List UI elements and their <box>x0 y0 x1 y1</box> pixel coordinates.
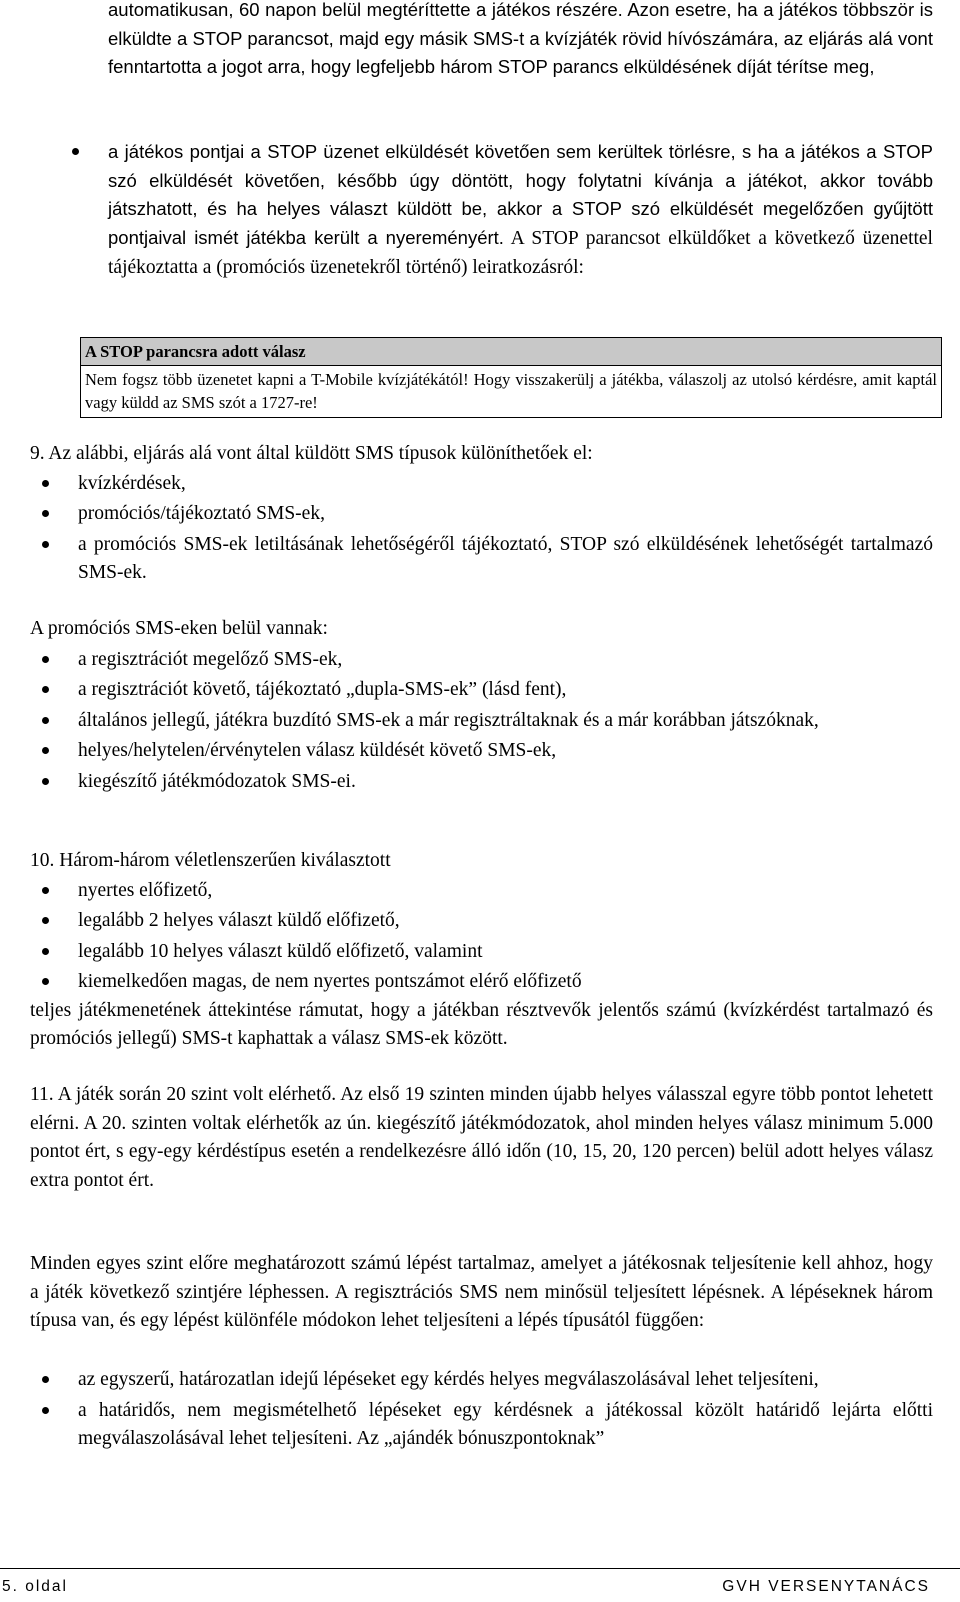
list-item: általános jellegű, játékra buzdító SMS-ek a már regisztráltaknak és a már korábban játszóknak, <box>30 707 933 736</box>
section-10-list <box>30 877 933 997</box>
footer-organization: GVH VERSENYTANÁCS <box>722 1578 930 1595</box>
list-item: a promóciós SMS-ek letiltásának lehetőségéről tájékoztató, STOP szó elküldésének lehetőségét tartalmazó SMS-ek. <box>30 531 933 588</box>
list-item: kiemelkedően magas, de nem nyertes pontszámot elérő előfizető <box>30 968 933 997</box>
section-9-heading: 9. Az alábbi, eljárás alá vont által küldött SMS típusok különíthetőek el: <box>30 443 593 464</box>
promo-heading: A promóciós SMS-eken belül vannak: <box>30 618 328 639</box>
section-10-heading: 10. Három-három véletlenszerűen kiválasztott <box>30 850 391 871</box>
list-item: helyes/helytelen/érvénytelen válasz küldését követő SMS-ek, <box>30 737 933 766</box>
stop-box-header: A STOP parancsra adott válasz <box>81 338 941 366</box>
section-10-tail: teljes játékmenetének áttekintése rámutat, hogy a játékban résztvevők jelentős számú (kvízkérdést tartalmazó és promóciós jellegű) SMS-t kaphattak a válasz SMS-ek között. <box>30 999 933 1049</box>
section-9 <box>30 440 933 588</box>
promo-list <box>30 646 933 797</box>
section-11-para-1: 11. A játék során 20 szint volt elérhető. Az első 19 szinten minden újabb helyes válasszal egyre több pontot lehetett elérni. A 20. szinten voltak elérhetők az ún. kiegészítő játékmódozatok, ahol minden helyes válasz minimum 5.000 pontot ért, s egy-egy kérdéstípus esetén a rendelkezésre álló időn (10, 15, 20, 120 percen) belül adott helyes válasz extra pontot ért. <box>30 1084 933 1191</box>
intro-paragraph: automatikusan, 60 napon belül megtéríttette a játékos részére. Azon esetre, ha a játékos többször is elküldte a STOP parancsot, majd egy másik SMS-t a kvízjáték rövid hívószámára, az eljárás alá vont fenntartotta a jogot arra, hogy legfeljebb három STOP parancs elküldésének díját térítse meg, <box>108 0 933 77</box>
steps-list <box>30 1366 933 1454</box>
stop-response-box <box>80 337 942 418</box>
section-11-para-2: Minden egyes szint előre meghatározott számú lépést tartalmaz, amelyet a játékosnak teljesítenie kell ahhoz, hogy a játék következő szintjére léphessen. A regisztrációs SMS nem minősül teljesített lépésnek. A lépéseknek három típusa van, és egy lépést különféle módokon lehet teljesíteni a lépés típusától függően: <box>30 1253 933 1331</box>
section-9-list <box>30 470 933 588</box>
list-item: legalább 2 helyes választ küldő előfizető, <box>30 907 933 936</box>
list-item: kvízkérdések, <box>30 470 933 499</box>
footer-page-number: 5. oldal <box>2 1578 68 1595</box>
list-item: promóciós/tájékoztató SMS-ek, <box>30 500 933 529</box>
list-item: a regisztrációt megelőző SMS-ek, <box>30 646 933 675</box>
section-10 <box>30 847 933 1054</box>
list-item: legalább 10 helyes választ küldő előfizető, valamint <box>30 938 933 967</box>
stop-box-body: Nem fogsz több üzenetet kapni a T-Mobile kvízjátékától! Hogy visszakerülj a játékba, válaszolj az utolsó kérdésre, amit kaptál vagy küldd az SMS szót a 1727-re! <box>85 370 937 412</box>
promo-section <box>30 615 933 796</box>
list-item: kiegészítő játékmódozatok SMS-ei. <box>30 768 933 797</box>
footer-divider <box>0 1568 960 1569</box>
list-item: a határidős, nem megismételhető lépéseket egy kérdésnek a játékossal közölt határidő lejárta előtti megválaszolásával lehet teljesíteni. Az „ajándék bónuszpontoknak” <box>30 1397 933 1454</box>
list-item: az egyszerű, határozatlan idejű lépéseket egy kérdés helyes megválaszolásával lehet teljesíteni, <box>30 1366 933 1395</box>
list-item: a játékos pontjai a STOP üzenet elküldését követően sem kerültek törlésre, s ha a játékos a STOP szó elküldését követően, később úgy döntött, hogy folytatni kívánja a játékot, akkor tovább játszhatott, és ha helyes választ küldött be, akkor a STOP szó elküldését megelőzően gyűjtött pontjaival ismét játékba került a nyereményért. A STOP parancsot elküldőket a következő üzenettel tájékoztatta a (promóciós üzenetekről történő) leiratkozásról: <box>60 138 933 283</box>
list-item: nyertes előfizető, <box>30 877 933 906</box>
stop-bullet-list <box>60 138 933 283</box>
list-item: a regisztrációt követő, tájékoztató „dupla-SMS-ek” (lásd fent), <box>30 676 933 705</box>
